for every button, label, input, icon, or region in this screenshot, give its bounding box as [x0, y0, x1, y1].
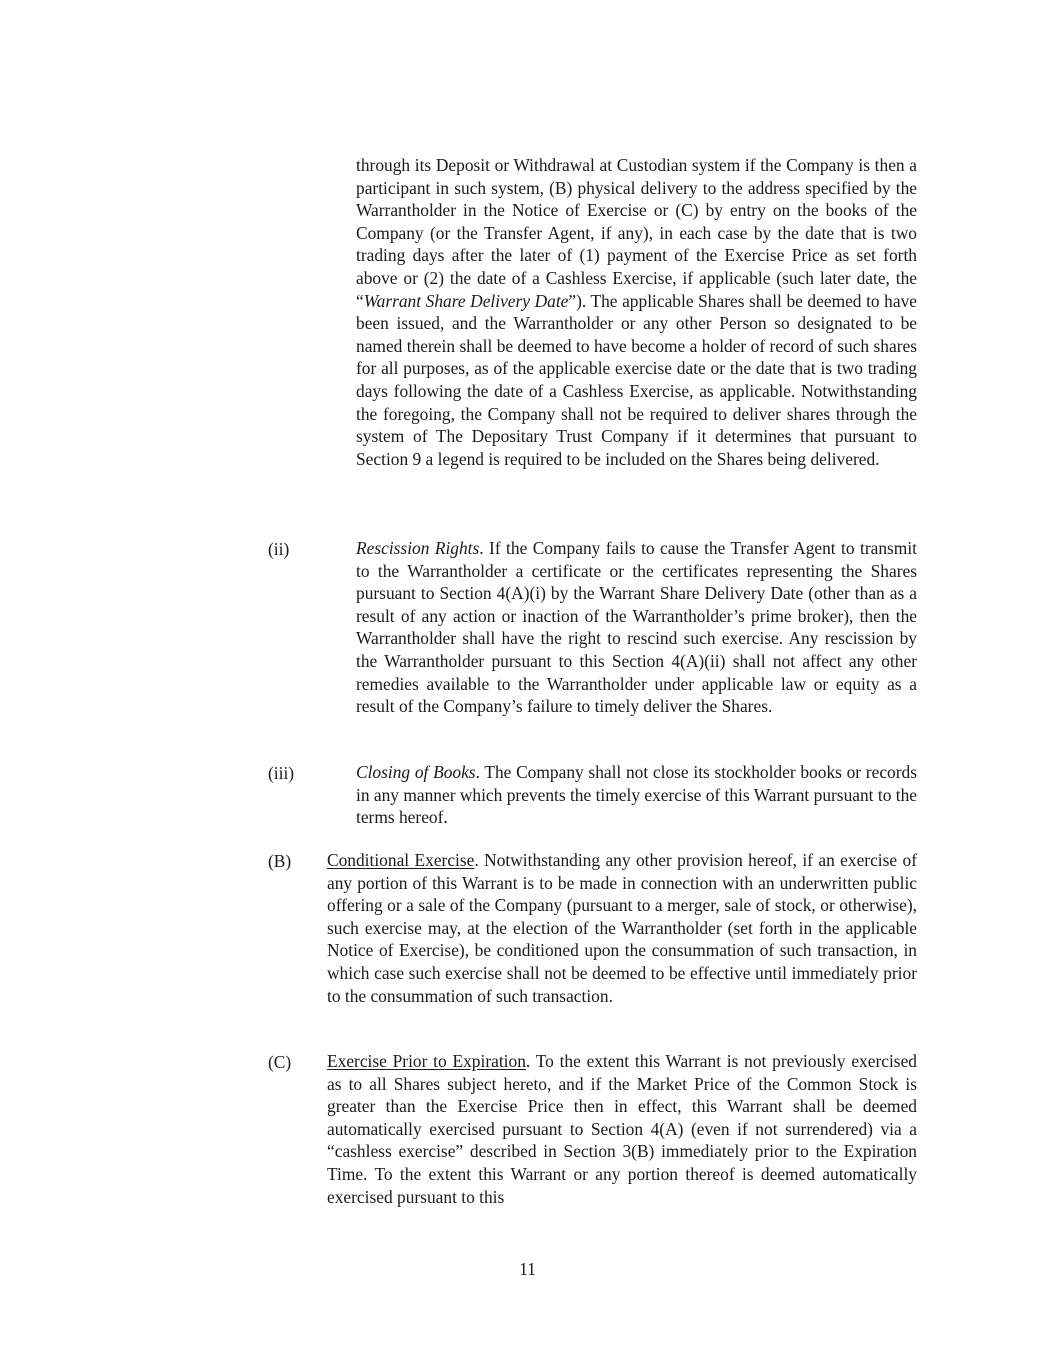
section-heading-punct: . — [474, 850, 479, 870]
section-label-c: (C) — [268, 1052, 292, 1072]
section-paragraph-c — [327, 1050, 917, 1208]
section-paragraph-ii — [356, 537, 917, 718]
continuation-paragraph — [356, 154, 917, 470]
section-heading-rescission-rights: Rescission Rights — [356, 538, 480, 558]
section-body-c: To the extent this Warrant is not previously exercised as to all Shares subject hereto, and if the Market Price of the Common Stock is greater than the Exercise Price then in effect, this Warrant shall be deemed automatically exercised pursuant to Section 4(A) (even if not surrendered) via a “cashless exercise” described in Section 3(B) immediately prior to the Expiration Time. To the extent this Warrant or any portion thereof is deemed automatically exercised pursuant to this — [327, 1051, 917, 1207]
continuation-text-after: ”). The applicable Shares shall be deemed to have been issued, and the Warrantholder or any other Person so designated to be named therein shall be deemed to have become a holder of record of such shares for all purposes, as of the applicable exercise date or the date that is two trading days following the date of a Cashless Exercise, as applicable. Notwithstanding the foregoing, the Company shall not be required to deliver shares through the system of The Depositary Trust Company if it determines that pursuant to Section 9 a legend is required to be included on the Shares being delivered. — [356, 290, 917, 469]
section-heading-closing-of-books: Closing of Books — [356, 762, 476, 782]
section-body-b: Notwithstanding any other provision hereof, if an exercise of any portion of this Warrant is to be made in connection with an underwritten public offering or a sale of the Company (pursuant to a merger, sale of stock, or otherwise), such exercise may, at the election of the Warrantholder (set forth in the applicable Notice of Exercise), be conditioned upon the consummation of such transaction, in which case such exercise shall not be deemed to be effective until immediately prior to the consummation of such transaction. — [327, 850, 917, 1006]
section-label-b: (B) — [268, 851, 292, 871]
section-heading-punct: . — [475, 762, 480, 782]
continuation-text-before: through its Deposit or Withdrawal at Custodian system if the Company is then a participant in such system, (B) physical delivery to the address specified by the Warrantholder in the Notice of Exercise or (C) by entry on the books of the Company (or the Transfer Agent, if any), in each case by the date that is two trading days after the later of (1) payment of the Exercise Price as set forth above or (2) the date of a Cashless Exercise, if applicable (such later date, the “ — [356, 155, 917, 311]
section-heading-conditional-exercise: Conditional Exercise — [327, 850, 475, 870]
section-heading-exercise-prior-to-expiration: Exercise Prior to Expiration — [327, 1051, 526, 1071]
section-label-iii: (iii) — [268, 763, 295, 783]
defined-term-warrant-share-delivery-date: Warrant Share Delivery Date — [363, 290, 569, 311]
section-heading-punct: . — [525, 1051, 531, 1071]
section-paragraph-b — [327, 849, 917, 1007]
section-body-ii: If the Company fails to cause the Transfer Agent to transmit to the Warrantholder a certificate or the certificates representing the Shares pursuant to Section 4(A)(i) by the Warrant Share Delivery Date (other than as a result of any action or inaction of the Warrantholder’s prime broker), then the Warrantholder shall have the right to rescind such exercise. Any rescission by the Warrantholder pursuant to this Section 4(A)(ii) shall not affect any other remedies available to the Warrantholder under applicable law or equity as a result of the Company’s failure to timely deliver the Shares. — [356, 538, 917, 717]
section-paragraph-iii — [356, 761, 917, 829]
section-body-iii: The Company shall not close its stockholder books or records in any manner which prevents the timely exercise of this Warrant pursuant to the terms hereof. — [356, 762, 917, 828]
page-number: 11 — [519, 1259, 536, 1279]
section-heading-punct: . — [479, 538, 484, 558]
section-label-ii: (ii) — [268, 539, 290, 559]
